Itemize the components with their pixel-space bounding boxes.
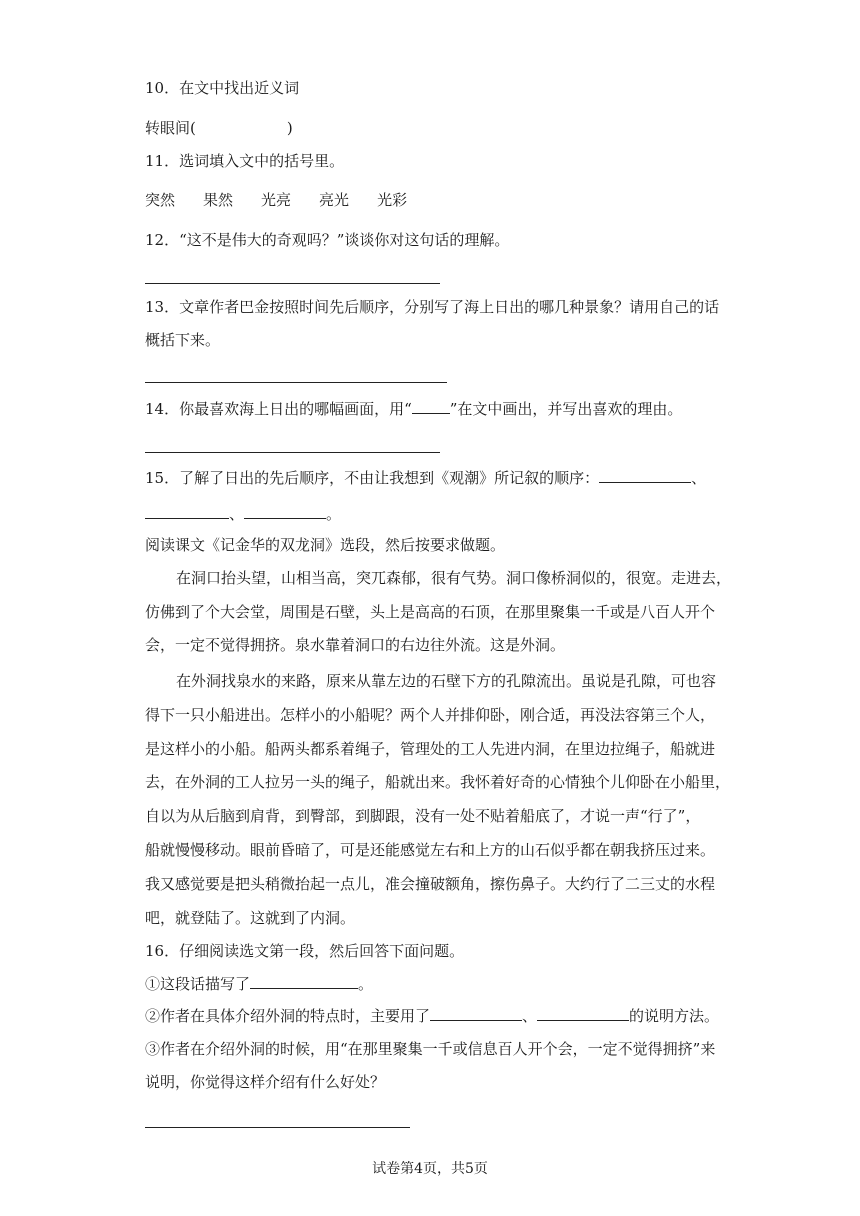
- question-11-title: 11．选词填入文中的括号里。: [145, 152, 345, 170]
- word-option: 果然: [203, 191, 234, 209]
- question-10-answer-row: [145, 117, 293, 139]
- passage-line: 在外洞找泉水的来路，原来从靠左边的石壁下方的孔隙流出。虽说是孔隙，可也容: [176, 672, 717, 690]
- method-blank-1[interactable]: [430, 1005, 522, 1021]
- word-option: 突然: [145, 191, 176, 209]
- part-1-blank[interactable]: [250, 973, 358, 989]
- question-16-part-2: [145, 1005, 719, 1027]
- question-13-line-2: 概括下来。: [145, 331, 221, 349]
- passage-line: 在洞口抬头望，山相当高，突兀森郁，很有气势。洞口像桥洞似的，很宽。走进去，: [176, 569, 732, 587]
- question-14-text-end: ”在文中画出，并写出喜欢的理由。: [449, 400, 683, 418]
- passage-line: 我又感觉要是把头稍微抬起一点儿，准会撞破额角，擦伤鼻子。大约行了二三丈的水程: [145, 875, 716, 893]
- passage-line: 自以为从后脑到肩背，到臀部，到脚跟，没有一处不贴着船底了，才说一声“行了”，: [145, 807, 701, 825]
- passage-line: 船就慢慢移动。眼前昏暗了，可是还能感觉左右和上方的山石似乎都在朝我挤压过来。: [145, 841, 716, 859]
- answer-line-13[interactable]: [145, 382, 447, 383]
- reading-intro: 阅读课文《记金华的双龙洞》选段，然后按要求做题。: [145, 536, 506, 554]
- passage-line: 吧，就登陆了。这就到了内洞。: [145, 909, 356, 927]
- question-16-part-3-line-1: ③作者在介绍外洞的时候，用“在那里聚集一千或信息百人开个会，一定不觉得拥挤”来: [145, 1040, 716, 1058]
- part-2-text: ②作者在具体介绍外洞的特点时，主要用了: [145, 1007, 431, 1025]
- part-2-text-end: 的说明方法。: [629, 1007, 720, 1025]
- word-option: 光亮: [261, 191, 292, 209]
- passage-line: 仿佛到了个大会堂，周围是石壁，头上是高高的石顶，在那里聚集一千或是八百人开个: [145, 603, 716, 621]
- order-blank-3[interactable]: [244, 503, 326, 519]
- question-14-title: [145, 398, 682, 420]
- answer-line-14[interactable]: [145, 452, 440, 453]
- question-13-line-1: 13．文章作者巴金按照时间先后顺序，分别写了海上日出的哪几种景象？请用自己的话: [145, 298, 720, 316]
- question-16-part-1: [145, 973, 373, 995]
- word-option: 亮光: [319, 191, 350, 209]
- order-blank-2[interactable]: [145, 503, 229, 519]
- passage-line: 去，在外洞的工人拉另一头的绳子，船就出来。我怀着好奇的心情独个儿仰卧在小船里，: [145, 773, 731, 791]
- question-12-title: 12．“这不是伟大的奇观吗？”谈谈你对这句话的理解。: [145, 231, 510, 249]
- period: 。: [326, 505, 342, 523]
- method-blank-2[interactable]: [537, 1005, 629, 1021]
- underline-mark-sample: [412, 398, 450, 414]
- close-paren: ): [286, 119, 293, 137]
- question-16-part-3-line-2: 说明，你觉得这样介绍有什么好处？: [145, 1073, 386, 1091]
- question-16-title: 16．仔细阅读选文第一段，然后回答下面问题。: [145, 942, 465, 960]
- period: 。: [358, 975, 374, 993]
- passage-line: 得下一只小船进出。怎样小的小船呢？两个人并排仰卧，刚合适，再没法容第三个人，: [145, 706, 716, 724]
- word-option: 光彩: [377, 191, 408, 209]
- separator: 、: [522, 1007, 538, 1025]
- separator: 、: [691, 469, 707, 487]
- answer-line-12[interactable]: [145, 283, 440, 284]
- passage-line: 是这样小的小船。船两头都系着绳子，管理处的工人先进内洞，在里边拉绳子，船就进: [145, 740, 716, 758]
- page-footer: 试卷第4页，共5页: [372, 1161, 488, 1177]
- question-14-text-start: 14．你最喜欢海上日出的哪幅画面，用“: [145, 400, 412, 418]
- separator: 、: [229, 505, 245, 523]
- answer-line-16[interactable]: [145, 1127, 410, 1128]
- part-1-text: ①这段话描写了: [145, 975, 251, 993]
- question-15-line-1: [145, 467, 706, 489]
- synonym-word: 转眼间(: [145, 119, 196, 137]
- question-10-title: 10．在文中找出近义词: [145, 79, 300, 97]
- question-15-text: 15．了解了日出的先后顺序，不由让我想到《观潮》所记叙的顺序：: [145, 469, 600, 487]
- passage-line: 会，一定不觉得拥挤。泉水靠着洞口的右边往外流。这是外洞。: [145, 636, 566, 654]
- word-options: [145, 189, 435, 211]
- order-blank-1[interactable]: [599, 467, 691, 483]
- question-15-line-2: [145, 503, 341, 525]
